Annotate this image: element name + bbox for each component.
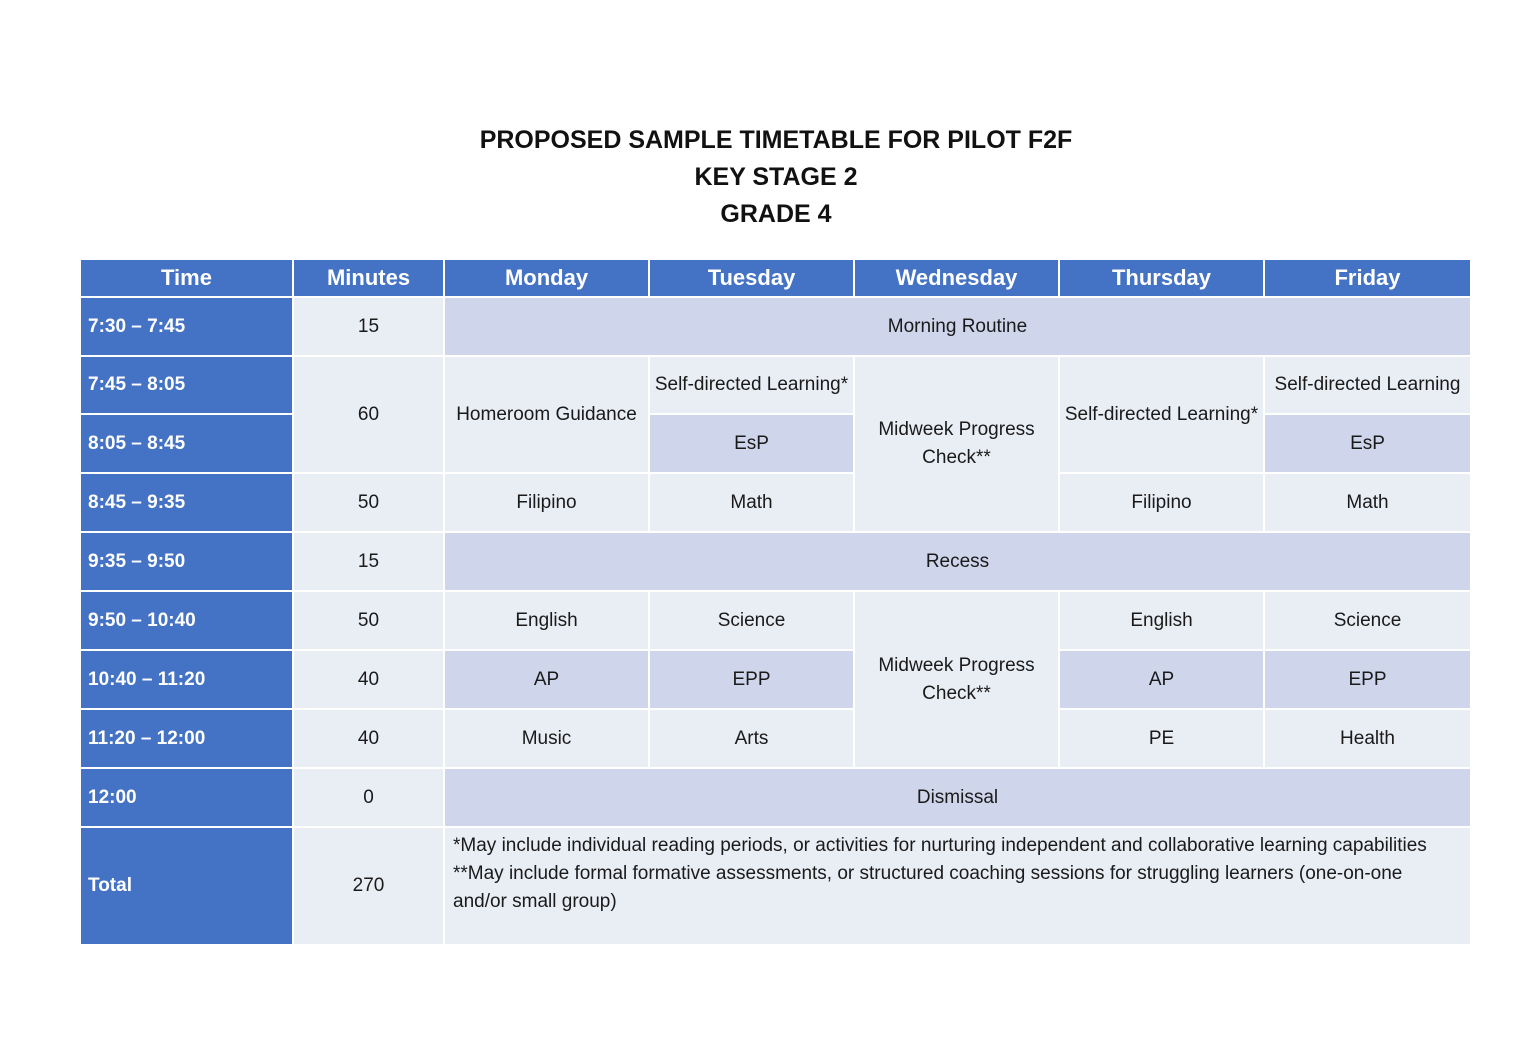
- header-thursday: Thursday: [1060, 260, 1263, 296]
- monday-cell: Homeroom Guidance: [445, 357, 648, 472]
- friday-cell: EsP: [1265, 415, 1470, 472]
- tuesday-cell: EPP: [650, 651, 853, 708]
- time-cell: 8:45 – 9:35: [81, 474, 292, 531]
- timetable: [79, 258, 1472, 946]
- minutes-cell: 15: [294, 533, 443, 590]
- thursday-cell: Filipino: [1060, 474, 1263, 531]
- wednesday-cell: Midweek Progress Check**: [855, 592, 1058, 767]
- header-time: Time: [81, 260, 292, 296]
- total-row: [81, 828, 1470, 944]
- friday-cell: Self-directed Learning: [1265, 357, 1470, 413]
- monday-cell: English: [445, 592, 648, 649]
- header-row: [81, 260, 1470, 296]
- time-cell: 8:05 – 8:45: [81, 415, 292, 472]
- header-monday: Monday: [445, 260, 648, 296]
- table-row: [81, 592, 1470, 649]
- minutes-cell: 60: [294, 357, 443, 472]
- time-cell: 10:40 – 11:20: [81, 651, 292, 708]
- total-minutes: 270: [294, 828, 443, 944]
- monday-cell: AP: [445, 651, 648, 708]
- thursday-cell: PE: [1060, 710, 1263, 767]
- minutes-cell: 15: [294, 298, 443, 355]
- thursday-cell: Self-directed Learning*: [1060, 357, 1263, 472]
- minutes-cell: 50: [294, 474, 443, 531]
- friday-cell: Science: [1265, 592, 1470, 649]
- title-line-2: KEY STAGE 2: [694, 163, 858, 191]
- table-row: [81, 474, 1470, 531]
- tuesday-cell: Science: [650, 592, 853, 649]
- document-title: [0, 122, 1536, 233]
- time-cell: 9:35 – 9:50: [81, 533, 292, 590]
- time-cell: 11:20 – 12:00: [81, 710, 292, 767]
- friday-cell: Math: [1265, 474, 1470, 531]
- header-friday: Friday: [1265, 260, 1470, 296]
- thursday-cell: English: [1060, 592, 1263, 649]
- footnote-self-directed: *May include individual reading periods, or activities for nurturing independent and collaborative learning capabilities: [453, 835, 1427, 856]
- table-row: [81, 298, 1470, 355]
- title-line-1: PROPOSED SAMPLE TIMETABLE FOR PILOT F2F: [479, 126, 1073, 154]
- minutes-cell: 40: [294, 710, 443, 767]
- table-row: [81, 357, 1470, 413]
- friday-cell: Health: [1265, 710, 1470, 767]
- footnotes-cell: [445, 828, 1470, 944]
- tuesday-cell: EsP: [650, 415, 853, 472]
- table-row: [81, 769, 1470, 826]
- time-cell: 9:50 – 10:40: [81, 592, 292, 649]
- table-row: [81, 533, 1470, 590]
- header-wednesday: Wednesday: [855, 260, 1058, 296]
- table-row: [81, 710, 1470, 767]
- minutes-cell: 40: [294, 651, 443, 708]
- tuesday-cell: Self-directed Learning*: [650, 357, 853, 413]
- tuesday-cell: Math: [650, 474, 853, 531]
- header-minutes: Minutes: [294, 260, 443, 296]
- tuesday-cell: Arts: [650, 710, 853, 767]
- morning-routine-cell: Morning Routine: [445, 298, 1470, 355]
- dismissal-cell: Dismissal: [445, 769, 1470, 826]
- time-cell: 12:00: [81, 769, 292, 826]
- table-row: [81, 651, 1470, 708]
- minutes-cell: 0: [294, 769, 443, 826]
- friday-cell: EPP: [1265, 651, 1470, 708]
- minutes-cell: 50: [294, 592, 443, 649]
- footnote-midweek-check: **May include formal formative assessments, or structured coaching sessions for struggling learners (one-on-one and/or small group): [453, 863, 1403, 912]
- monday-cell: Music: [445, 710, 648, 767]
- wednesday-cell: Midweek Progress Check**: [855, 357, 1058, 531]
- recess-cell: Recess: [445, 533, 1470, 590]
- time-cell: 7:30 – 7:45: [81, 298, 292, 355]
- monday-cell: Filipino: [445, 474, 648, 531]
- thursday-cell: AP: [1060, 651, 1263, 708]
- total-label: Total: [81, 828, 292, 944]
- time-cell: 7:45 – 8:05: [81, 357, 292, 413]
- title-line-3: GRADE 4: [720, 200, 832, 228]
- header-tuesday: Tuesday: [650, 260, 853, 296]
